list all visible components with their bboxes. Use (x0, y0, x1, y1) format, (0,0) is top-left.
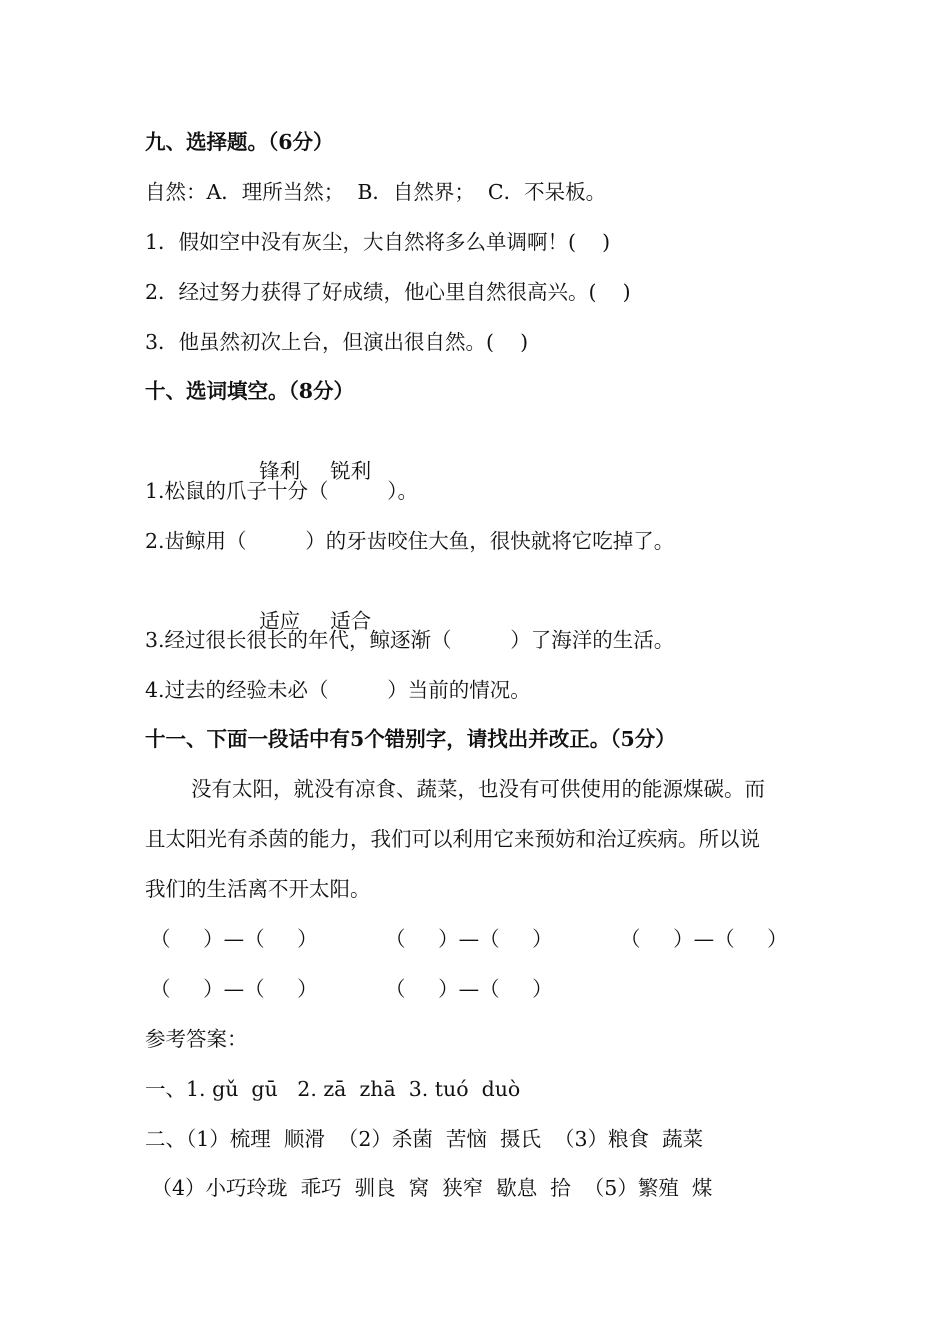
fill-item: 3.经过很长很长的年代，鲸逐渐（ ）了海洋的生活。 (145, 628, 675, 652)
answer-key-heading: 参考答案： (145, 1027, 248, 1051)
definition-line: 自然：A．理所当然； B．自然界； C．不呆板。 (145, 180, 607, 204)
correction-blank: （ ）—（ ） (385, 927, 553, 951)
passage-line: 且太阳光有杀茵的能力，我们可以利用它来预妨和治辽疾病。所以说 (145, 827, 760, 851)
section-9-heading: 九、选择题。（6分） (145, 130, 334, 154)
correction-blank: （ ）—（ ） (385, 977, 553, 1001)
word-choice: 锋利 (259, 459, 301, 483)
correction-blank: （ ）—（ ） (620, 927, 788, 951)
fill-item: 4.过去的经验未必（ ）当前的情况。 (145, 678, 531, 702)
word-choice: 适应 (259, 609, 301, 633)
correction-blank: （ ）—（ ） (150, 977, 318, 1001)
passage-line: 没有太阳，就没有凉食、蔬菜，也没有可供使用的能源煤碳。而 (191, 777, 765, 801)
section-10-heading: 十、选词填空。（8分） (145, 379, 355, 403)
question-item: 3．他虽然初次上台，但演出很自然。( ) (145, 330, 529, 354)
fill-item: 1.松鼠的爪子十分（ ）。 (145, 479, 418, 503)
question-item: 1．假如空中没有灰尘，大自然将多么单调啊！( ) (145, 230, 611, 254)
answer-line: 二、（1）梳理 顺滑 （2）杀菌 苦恼 摄氏 （3）粮食 蔬菜 (145, 1127, 704, 1151)
word-choice: 适合 (330, 609, 372, 633)
answer-line: （4）小巧玲珑 乖巧 驯良 窝 狭窄 歇息 拾 （5）繁殖 煤 (145, 1176, 713, 1200)
fill-item: 2.齿鲸用（ ）的牙齿咬住大鱼，很快就将它吃掉了。 (145, 529, 675, 553)
word-choice: 锐利 (330, 459, 372, 483)
correction-blank: （ ）—（ ） (150, 927, 318, 951)
passage-line: 我们的生活离不开太阳。 (145, 877, 371, 901)
question-item: 2．经过努力获得了好成绩，他心里自然很高兴。( ) (145, 280, 631, 304)
section-11-heading: 十一、下面一段话中有5个错别字，请找出并改正。（5分） (145, 727, 676, 751)
answer-line: 一、1. gǔ gū 2. zā zhā 3. tuó duò (145, 1077, 521, 1101)
